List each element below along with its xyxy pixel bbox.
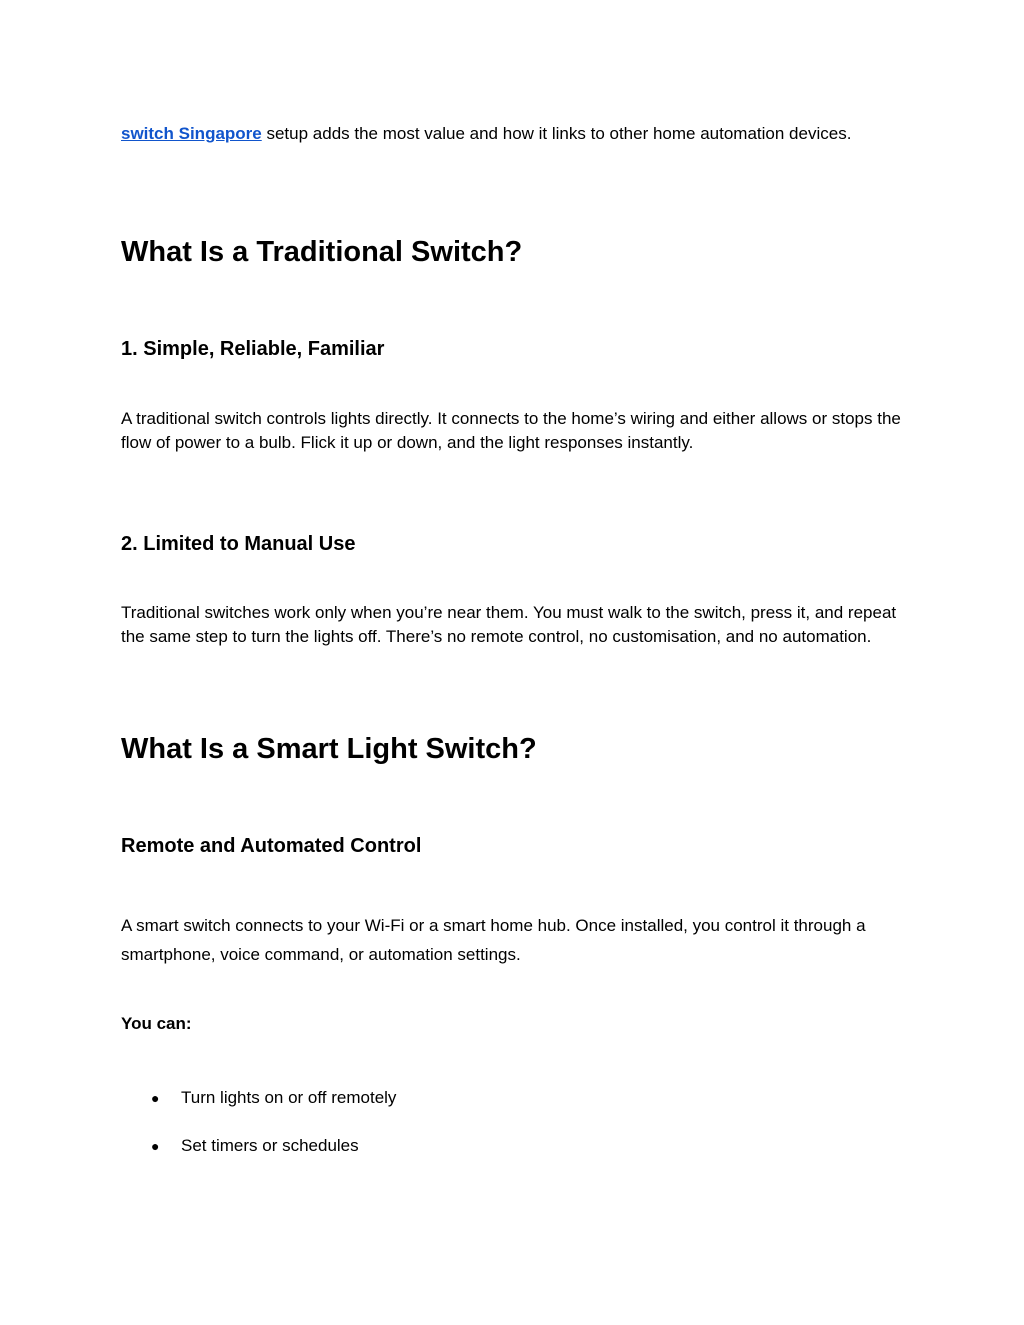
intro-text: setup adds the most value and how it links to other home automation devices. (261, 124, 852, 143)
heading-smart-light-switch: What Is a Smart Light Switch? (121, 733, 537, 765)
switch-singapore-link[interactable]: switch Singapore (121, 124, 262, 143)
subheading-simple-reliable: 1. Simple, Reliable, Familiar (121, 338, 385, 360)
you-can-label: You can: (121, 1014, 192, 1033)
list-item-text: Turn lights on or off remotely (181, 1088, 397, 1107)
paragraph-traditional-switch: A traditional switch controls lights directly. It connects to the home’s wiring and either allows or stops the flow of power to a bulb. Flick it up or down, and the light responses instantly. (121, 409, 901, 452)
bullet-icon: ● (151, 1090, 160, 1106)
subheading-remote-automated: Remote and Automated Control (121, 835, 422, 857)
intro-paragraph (121, 119, 911, 148)
paragraph-smart-switch: A smart switch connects to your Wi-Fi or a smart home hub. Once installed, you control it through a smartphone, voice command, or automation settings. (121, 916, 866, 964)
bullet-icon: ● (151, 1138, 160, 1154)
list-item (151, 1134, 359, 1158)
list-item-text: Set timers or schedules (181, 1136, 359, 1155)
heading-traditional-switch: What Is a Traditional Switch? (121, 236, 523, 268)
subheading-limited-manual: 2. Limited to Manual Use (121, 533, 356, 555)
list-item (151, 1086, 396, 1110)
paragraph-manual-use: Traditional switches work only when you’re near them. You must walk to the switch, press it, and repeat the same step to turn the lights off. There’s no remote control, no customisation, and no automation. (121, 603, 897, 646)
